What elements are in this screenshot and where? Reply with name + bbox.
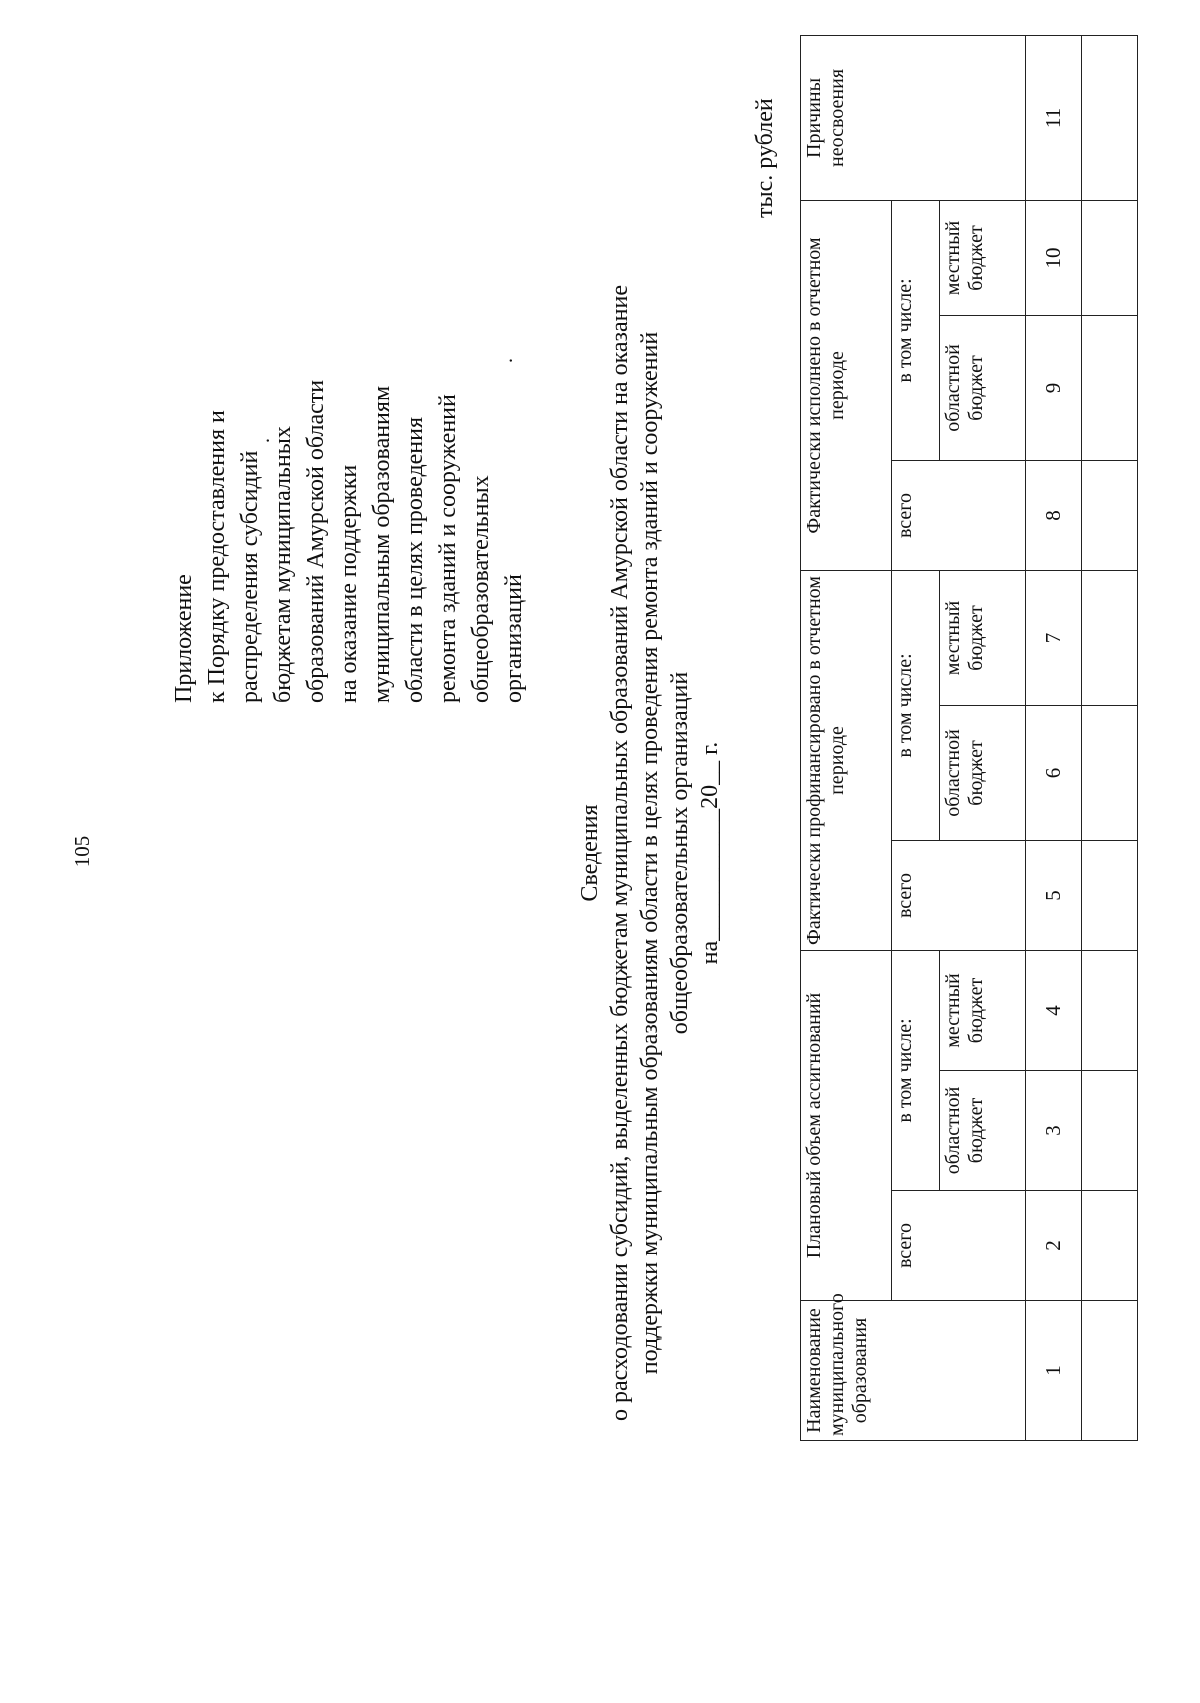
empty-cell xyxy=(1082,1191,1138,1301)
empty-cell xyxy=(1082,951,1138,1071)
column-number: 1 xyxy=(1026,1301,1082,1441)
units-label: тыс. рублей xyxy=(752,98,778,218)
empty-cell xyxy=(1082,571,1138,706)
column-number: 4 xyxy=(1026,951,1082,1071)
header-reasons: Причины неосвоения xyxy=(801,35,1026,200)
column-number-row xyxy=(1026,35,1082,1440)
empty-cell xyxy=(1082,316,1138,461)
column-number: 8 xyxy=(1026,461,1082,571)
header-total: всего xyxy=(891,1191,1026,1301)
column-number: 2 xyxy=(1026,1191,1082,1301)
page-number: 105 xyxy=(70,835,94,868)
empty-cell xyxy=(1082,706,1138,841)
header-total: всего xyxy=(891,461,1026,571)
column-number: 6 xyxy=(1026,706,1082,841)
header-local-budget: местный бюджет xyxy=(940,951,1026,1071)
title-line: общеобразовательных организаций xyxy=(667,671,693,1035)
header-financed: Фактически профинансировано в отчетном периоде xyxy=(801,571,892,951)
header-planned: Плановый объем ассигнований xyxy=(801,951,892,1301)
header-municipality: Наименование муниципального образования xyxy=(801,1301,1026,1441)
column-number: 3 xyxy=(1026,1071,1082,1191)
header-including: в том числе: xyxy=(891,951,940,1191)
appendix-text: к Порядку предоставления и распределения субсидий бюджетам муниципальных образований Амурской области на оказание поддержки муниципальным образованиям области в целях проведения ремонта зданий и сооружений общеобразовательных организаций xyxy=(204,379,527,703)
column-number: 9 xyxy=(1026,316,1082,461)
header-executed: Фактически исполнено в отчетном периоде xyxy=(801,200,892,570)
header-including: в том числе: xyxy=(891,571,940,841)
empty-cell xyxy=(1082,1301,1138,1441)
column-number: 7 xyxy=(1026,571,1082,706)
header-including: в том числе: xyxy=(891,200,940,460)
header-local-budget: местный бюджет xyxy=(940,200,1026,315)
column-number: 5 xyxy=(1026,841,1082,951)
header-regional-budget: областной бюджет xyxy=(940,1071,1026,1191)
title-line: поддержки муниципальным образованиям области в целях проведения ремонта зданий и сооружений xyxy=(637,331,663,1375)
appendix-block xyxy=(168,63,531,703)
empty-data-row xyxy=(1082,35,1138,1440)
header-total: всего xyxy=(891,841,1026,951)
stray-dot: . xyxy=(252,438,274,443)
header-local-budget: местный бюджет xyxy=(940,571,1026,706)
title-heading: Сведения xyxy=(577,804,603,902)
empty-cell xyxy=(1082,461,1138,571)
column-number: 10 xyxy=(1026,200,1082,315)
report-table xyxy=(800,35,1138,1441)
column-number: 11 xyxy=(1026,35,1082,200)
document-title xyxy=(575,253,725,1453)
header-regional-budget: областной бюджет xyxy=(940,316,1026,461)
title-date-line: на___________20__ г. xyxy=(697,741,723,965)
stray-dot: . xyxy=(495,358,517,363)
empty-cell xyxy=(1082,35,1138,200)
appendix-title: Приложение xyxy=(171,574,197,703)
title-line: о расходовании субсидий, выделенных бюджетам муниципальных образований Амурской области на оказание xyxy=(607,285,633,1422)
empty-cell xyxy=(1082,841,1138,951)
empty-cell xyxy=(1082,1071,1138,1191)
empty-cell xyxy=(1082,200,1138,315)
header-regional-budget: областной бюджет xyxy=(940,706,1026,841)
